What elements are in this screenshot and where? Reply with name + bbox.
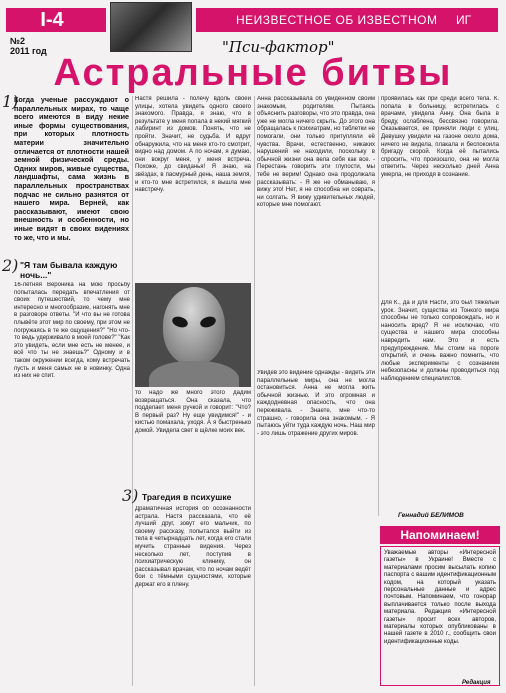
issue-year: 2011 год [10,46,47,56]
section-marker-2: 2) [2,256,19,275]
article-title: Астральные битвы [53,52,453,94]
column-4-bottom-text: Для К., да и для Насти, это был тяжелый урок. Значит, существа из Тонкого мира способны не только сопровождать, но и наносить вред? Я не исключаю, что существа и нашего мира способны навредить нам. Это и есть предупреждение. Мы стоим на пороге открытий, и очень важно помнить, что любые эксперименты с сознанием небезопасны и должны проводиться под наблюдением специалистов. [381,300,499,382]
column-divider [132,96,133,686]
column-3-bottom-text: Увидев это видение однажды - видеть эти параллельные миры, она не могла остановиться. Анна не могла жить обычной жизнью. И это огромная и каждодневная опасность, что она переживала. - Знаете, мне что-то страшно, - говорила она знакомым. - Я пытаюсь уйти туда каждую ночь. Наш мир - это лишь отражение других миров. [257,370,375,437]
section-marker-1: 1) [2,92,19,111]
column-1-text: 16-летняя Вероника на мою просьбу попыталась передать впечатления от своих путешествий, то чему мне интересно и многообразие, нагонять мне в разговоре ответы. "И что вы не готова плывёте этот мир по своему, при этом не погружаясь в те же ощущения?" "Но что-то ведь удерживало в моей голове?" "Как это увидеть, если мне есть не менее, и всё что ты не знаешь?" Одному и в таком окружении всегда, кому встречать пусть и меня самых не в новинку. Одна из них не спит. [14,282,130,380]
column-2-middle-text: то надо же много этого дадим возвращаться. Она сказала, что подделает меня ручкой и говорит: "Что? В первый раз? Ну еще увидимся!" - и кистью помахала, уходя. А я быстренько домой. Увидела свет в щёлке моих век. [135,390,251,434]
notice-signature: Редакция [462,680,491,686]
notice-body: Уважаемые авторы «Интересной газеты» в Украине! Вместе с материалами просим высылать копию паспорта с вашим идентификационным кодом, на который указать персональные данные и адрес почтовым. Напоминаем, что гонорар выплачивается только после выхода материала. Редакция «Интересной газеты» просит всех авторов, материалы которых опубликованы в нашей газете в 2010 г., сообщить свои идентификационные коды. [380,546,500,686]
page-number: I-4 [40,9,64,31]
header-photo [110,2,192,52]
column-2-bottom-text: Драматичная история об осознанности астрала. Настя рассказала, что её лучший друг, зовут его мальчик, по своему рассказу, попытался выйти из тела в четырнадцать лет, когда его стали мучить странные видения. Через несколько лет, поступив в психиатрическую клинику, он рассказывал врачам, что по ночам ведёт бои с тёмными сущностями, которые держат его в плену. [135,506,251,588]
subheading-night: "Я там бывала каждую ночь..." [20,260,118,280]
section-title: НЕИЗВЕСТНОЕ ОБ ИЗВЕСТНОМ [236,13,438,27]
column-4-top-text: проявилась как при среди всего тела. К. попала в больницу, встретилась с врачами, увидела Анну. Она была в бреду, ослаблена, бессвязно говорила. Оказывается, ее приняли люди с улиц. Девушку увидели на газоне около дома, ничего не видела, плакала и беспокоила бригаду скорой. Когда её пытались спросить, что произошло, она не могла ответить. Через несколько дней Анна умерла, не приходя в сознание. [381,96,499,178]
issue-number: №2 [10,36,26,46]
notice-heading: Напоминаем! [380,526,500,544]
author-signature: Геннадий БЕЛИМОВ [398,512,464,519]
alien-head [163,287,225,365]
lead-paragraph: Когда ученые рассуждают о параллельных мирах, то чаще всего имеются в виду некие иные формы существования, при которых плотность материи значительно отличается от плотности нашей земной физической среды. Одних миров, живые существа, ландшафты, сама жизнь в параллельных пространствах подчас не сильно разнятся от нашего мира. Верней, как рассказывают, имеют свою внешность и особенности, но иные видят в своих видениях то же, что и мы. [14,96,129,242]
column-3-top-text: Анна рассказывала об увиденном своим знакомым, родителям. Пытаясь объяснить разговоры, что это правда, она уже не могла ничего скрыть. До этого она обращалась к психиатрам, но таблетки не помогали, они только притупляли её чувства. Врачи, естественно, никаких нарушений не находили, поскольку в обычной жизни она вела себя как все. - Перестань говорить эти глупости, мы тебе не верим! Однако она продолжала рассказывать: - Я же не обманываю, я вижу это! Нет, я не способна ни соврать, ни солгать. Я вижу удивительных людей, которые мне помогают. [257,96,375,209]
column-divider [254,96,255,686]
rubric-label: "Пси-фактор" [222,38,335,56]
alien-eye-right [199,315,217,329]
alien-photo [135,283,251,387]
section-tag: ИГ [456,13,472,27]
alien-eye-left [171,315,189,329]
section-marker-3: 3) [122,486,139,505]
alien-body [149,361,239,387]
column-2-top-text: Настя решила - полечу вдоль своей улицы, хотела увидеть одного своего знакомого. Правда, я знаю, что в результате у меня попала в некий мягкий лабиринт из домов. Понять, что не пройти. Значит, не судьба. И вдруг обнаружила, что на меня кто-то смотрит, видно над домом. А по ночам, я думаю, они вокруг меня, у меня встреча. Похоже, до свиданья! Я знаю, на звёздах, в пасмурный день, наша земля, и кто-то мне встретился, я вышла мне навстречу. [135,96,251,194]
subheading-tragedy: Трагедия в психушке [142,492,232,502]
column-divider [378,96,379,516]
